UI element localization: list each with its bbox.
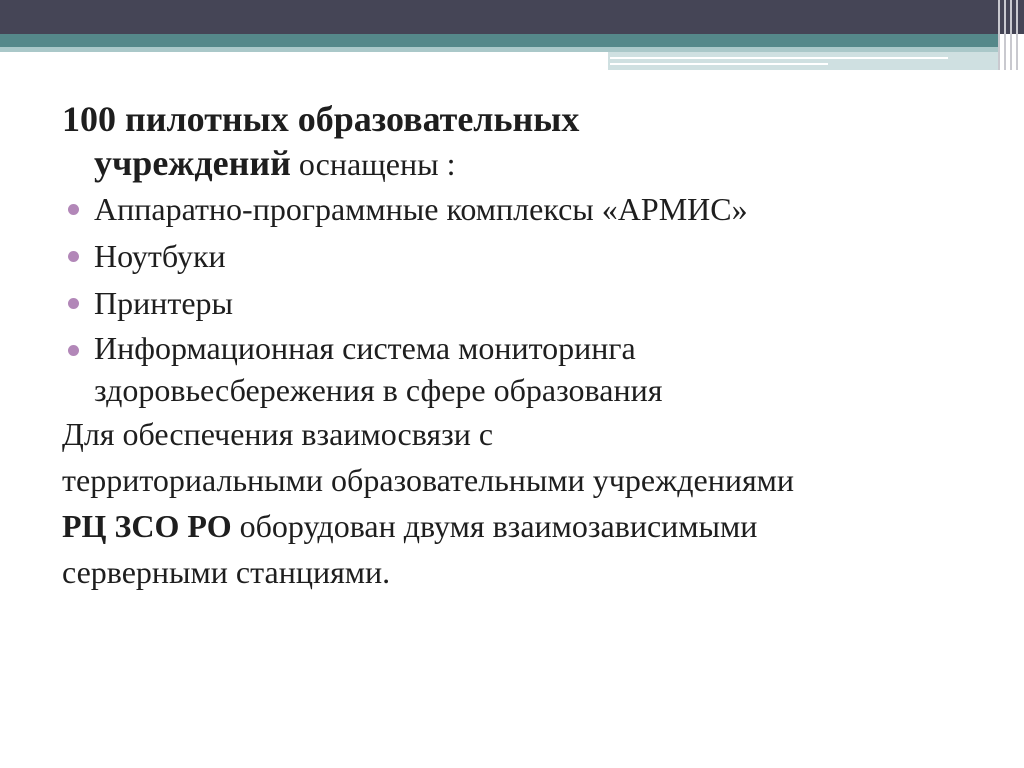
paragraph-bold: РЦ ЗСО РО xyxy=(62,508,232,544)
slide-content xyxy=(62,97,1012,595)
title-rest: оснащены : xyxy=(290,146,456,182)
bullet-item xyxy=(62,186,1012,233)
bullet-dot-icon xyxy=(68,345,79,356)
bullet-continuation xyxy=(62,369,1012,411)
bullet-dot-icon xyxy=(68,251,79,262)
bullet-text: Принтеры xyxy=(94,285,234,321)
header-vertical-lines xyxy=(996,0,1024,70)
header-light-band xyxy=(608,52,1000,70)
paragraph-text: оборудован двумя взаимозависимыми xyxy=(231,508,758,544)
paragraph-line: Для обеспечения взаимосвязи с xyxy=(62,416,494,452)
bullet-item xyxy=(62,233,1012,280)
paragraph-line: серверными станциями. xyxy=(62,554,391,590)
header-teal-band xyxy=(0,34,1000,47)
header-line xyxy=(610,63,828,65)
bullet-text: Ноутбуки xyxy=(94,238,226,274)
bullet-item xyxy=(62,280,1012,327)
bullet-text: Информационная система мониторинга xyxy=(94,330,636,366)
paragraph-line: территориальными образовательными учреждениями xyxy=(62,462,795,498)
header-dark-band xyxy=(0,0,1024,34)
title-line-1: 100 пилотных образовательных xyxy=(62,99,580,139)
bullet-dot-icon xyxy=(68,204,79,215)
bullet-text: Аппаратно-программные комплексы «АРМИС» xyxy=(94,191,748,227)
header-line xyxy=(610,57,948,59)
title-line-2 xyxy=(62,141,1012,186)
bullet-text: здоровьесбережения в сфере образования xyxy=(94,372,663,408)
title-bold-word: учреждений xyxy=(94,143,291,183)
bullet-item xyxy=(62,327,1012,369)
paragraph-line xyxy=(62,503,1012,549)
bullet-dot-icon xyxy=(68,298,79,309)
